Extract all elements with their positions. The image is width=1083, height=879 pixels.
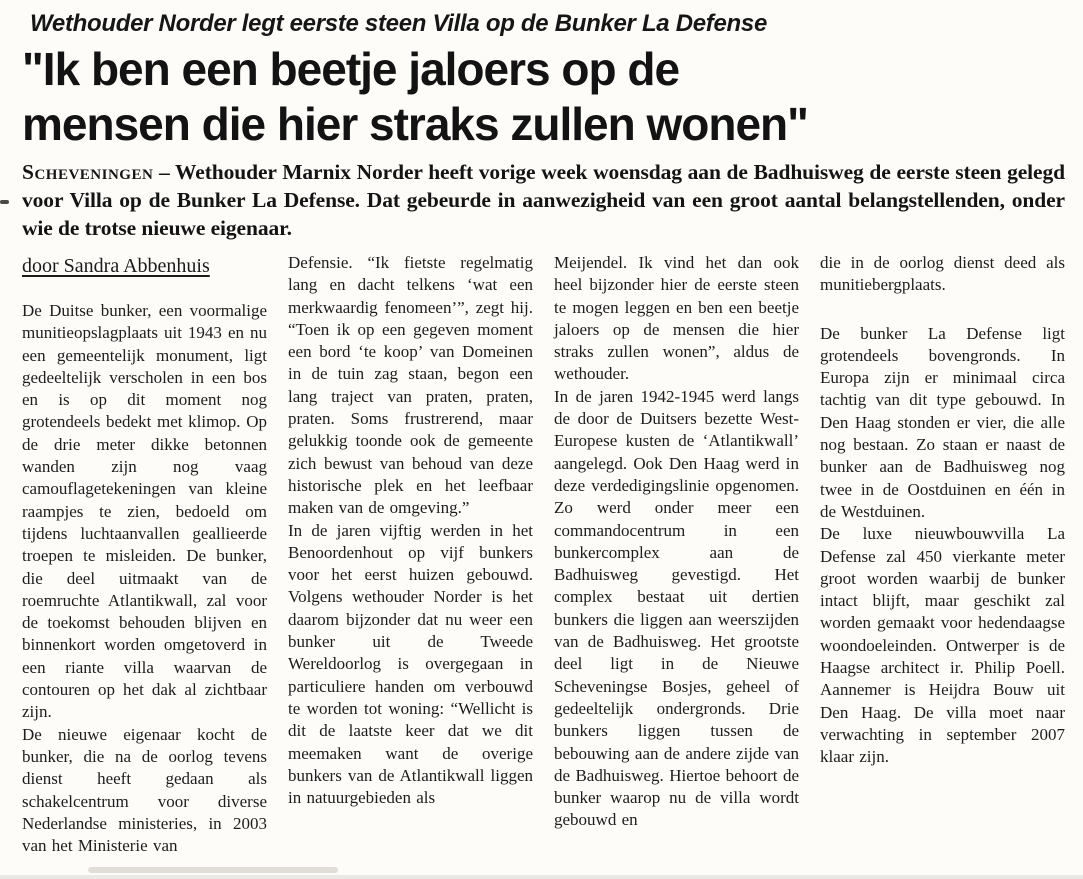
paragraph: De nieuwe eigenaar kocht de bunker, die na de oorlog tevens dienst heeft gedaan als schakelcentrum voor diverse Nederlandse ministeries, in 2003 van het Ministerie van (22, 724, 267, 856)
byline: door Sandra Abbenhuis (22, 255, 210, 277)
paragraph: De bunker La Defense ligt grotendeels bovengronds. In Europa zijn er minimaal circa tachtig van dit type gebouwd. In Den Haag stonden er vier, die alle nog bestaan. Zo staan er naast de bunker aan de Badhuisweg nog twee in de Oostduinen en één in de Westduinen. (820, 323, 1065, 521)
article-column-1 (22, 252, 267, 857)
article-column-4 (820, 252, 1065, 857)
paragraph: die in de oorlog dienst deed als munitiebergplaats. (820, 253, 1065, 295)
article-column-3 (554, 252, 799, 857)
paragraph: In de jaren vijftig werden in het Benoordenhout op vijf bunkers voor het eerst huizen gebouwd. Volgens wethouder Norder is het daarom bijzonder dat nu weer een bunker uit de Tweede Wereldoorlog is overgegaan in particuliere handen om verbouwd te worden tot woning: “Wellicht is dit de laatste keer dat we dit meemaken want de overige bunkers van de Atlantikwall liggen in natuurgebieden als (288, 520, 533, 808)
scan-artifact-edge (0, 875, 1083, 879)
headline-line-2: mensen die hier straks zullen wonen" (22, 98, 808, 150)
headline-line-1: "Ik ben een beetje jaloers op de (22, 43, 680, 95)
paragraph: Meijendel. Ik vind het dan ook heel bijzonder hier de eerste steen te mogen leggen en ben een beetje jaloers op de mensen die hier straks zullen wonen”, aldus de wethouder. (554, 253, 799, 384)
paragraph: Defensie. “Ik fietste regelmatig lang en dacht telkens ‘wat een merkwaardig fenomeen’”, zegt hij. “Toen ik op een gegeven moment een bord ‘te koop’ van Domeinen in de tuin zag staan, begon een lang traject van praten, praten, praten. Soms frustrerend, maar gelukkig toonde ook de gemeente zich bewust van behoud van deze historische plek en het leefbaar maken van de omgeving.” (288, 253, 533, 518)
main-headline (22, 42, 1065, 152)
lede-text: – Wethouder Marnix Norder heeft vorige week woensdag aan de Badhuisweg de eerste steen gelegd voor Villa op de Bunker La Defense. Dat gebeurde in aanwezigheid van een groot aantal belangstellenden, onder wie de trotse nieuwe eigenaar. (22, 160, 1065, 240)
dateline: Scheveningen (22, 160, 154, 184)
paragraph: In de jaren 1942-1945 werd langs de door de Duitsers bezette West-Europese kusten de ‘Atlantikwall’ aangelegd. Ook Den Haag werd in deze verdedigingslinie opgenomen. Zo werd onder meer een commandocentrum in een bunkercomplex aan de Badhuisweg gevestigd. Het complex bestaat uit dertien bunkers die liggen aan weerszijden van de Badhuisweg. Het grootste deel ligt in de Nieuwe Scheveningse Bosjes, geheel of gedeeltelijk ondergronds. Drie bunkers liggen tussen de bebouwing aan de andere zijde van de Badhuisweg. Hiertoe behoort de bunker waarop nu de villa wordt gebouwd en (554, 386, 799, 830)
lede-paragraph (22, 158, 1065, 242)
kicker-headline: Wethouder Norder legt eerste steen Villa op de Bunker La Defense (30, 10, 767, 37)
article-column-2 (288, 252, 533, 857)
scan-artifact-dash (0, 200, 9, 204)
article-columns (22, 252, 1065, 857)
paragraph: De Duitse bunker, een voormalige munitieopslagplaats uit 1943 en nu een gemeentelijk monument, ligt gedeeltelijk verscholen in een bos en is op dit moment nog grotendeels bedekt met klimop. Op de drie meter dikke betonnen wanden zijn nog vaag camouflagetekeningen van kleine raampjes te zien, bedoeld om tijdens luchtaanvallen geallieerde troepen te misleiden. De bunker, die deel uitmaakt van de roemruchte Atlantikwall, zal voor de toekomst behouden blijven en binnenkort worden omgetoverd in een riante villa waarvan de contouren op het dak al zichtbaar zijn. (22, 301, 267, 722)
scan-artifact-smudge (88, 867, 338, 873)
paragraph: De luxe nieuwbouwvilla La Defense zal 450 vierkante meter groot worden waarbij de bunker intact blijft, maar geschikt zal worden gemaakt voor hedendaagse woondoeleinden. Ontwerper is de Haagse architect ir. Philip Poell. Aannemer is Heijdra Bouw uit Den Haag. De villa moet naar verwachting in september 2007 klaar zijn. (820, 524, 1065, 767)
